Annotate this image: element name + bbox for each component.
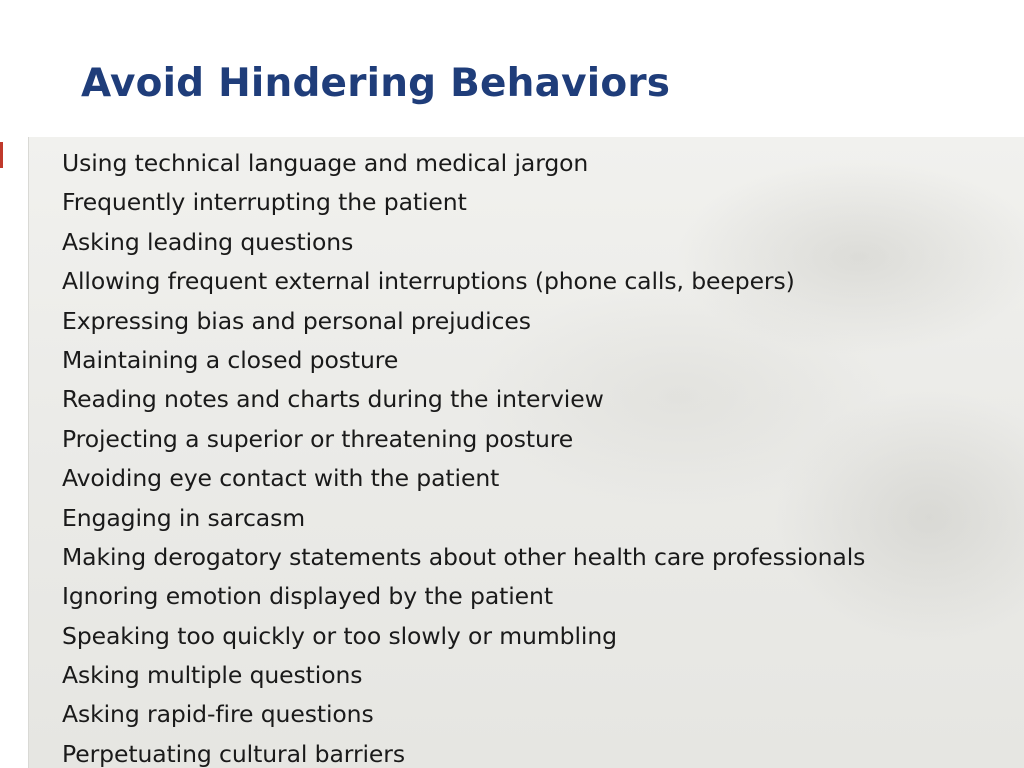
list-item: Allowing frequent external interruptions (phone calls, beepers) <box>62 267 795 296</box>
list-item: Reading notes and charts during the interview <box>62 385 604 414</box>
scanned-list-image <box>28 137 1024 768</box>
list-item: Asking rapid-fire questions <box>62 700 374 729</box>
list-item: Asking multiple questions <box>62 661 363 690</box>
list-item: Frequently interrupting the patient <box>62 188 467 217</box>
list-item: Using technical language and medical jargon <box>62 149 589 177</box>
list-item: Speaking too quickly or too slowly or mumbling <box>62 621 617 650</box>
slide-title: Avoid Hindering Behaviors <box>81 61 671 106</box>
list-item: Asking leading questions <box>62 227 354 256</box>
list-item: Engaging in sarcasm <box>62 503 306 532</box>
list-item: Perpetuating cultural barriers <box>62 739 405 768</box>
bullet-marker <box>0 142 3 168</box>
hindering-behaviors-list <box>62 144 865 768</box>
list-item: Projecting a superior or threatening posture <box>62 424 574 453</box>
list-item: Making derogatory statements about other health care professionals <box>62 542 866 571</box>
list-item: Ignoring emotion displayed by the patient <box>62 582 553 611</box>
list-item: Expressing bias and personal prejudices <box>62 306 531 335</box>
list-item: Avoiding eye contact with the patient <box>62 464 500 493</box>
list-item: Maintaining a closed posture <box>62 345 399 374</box>
